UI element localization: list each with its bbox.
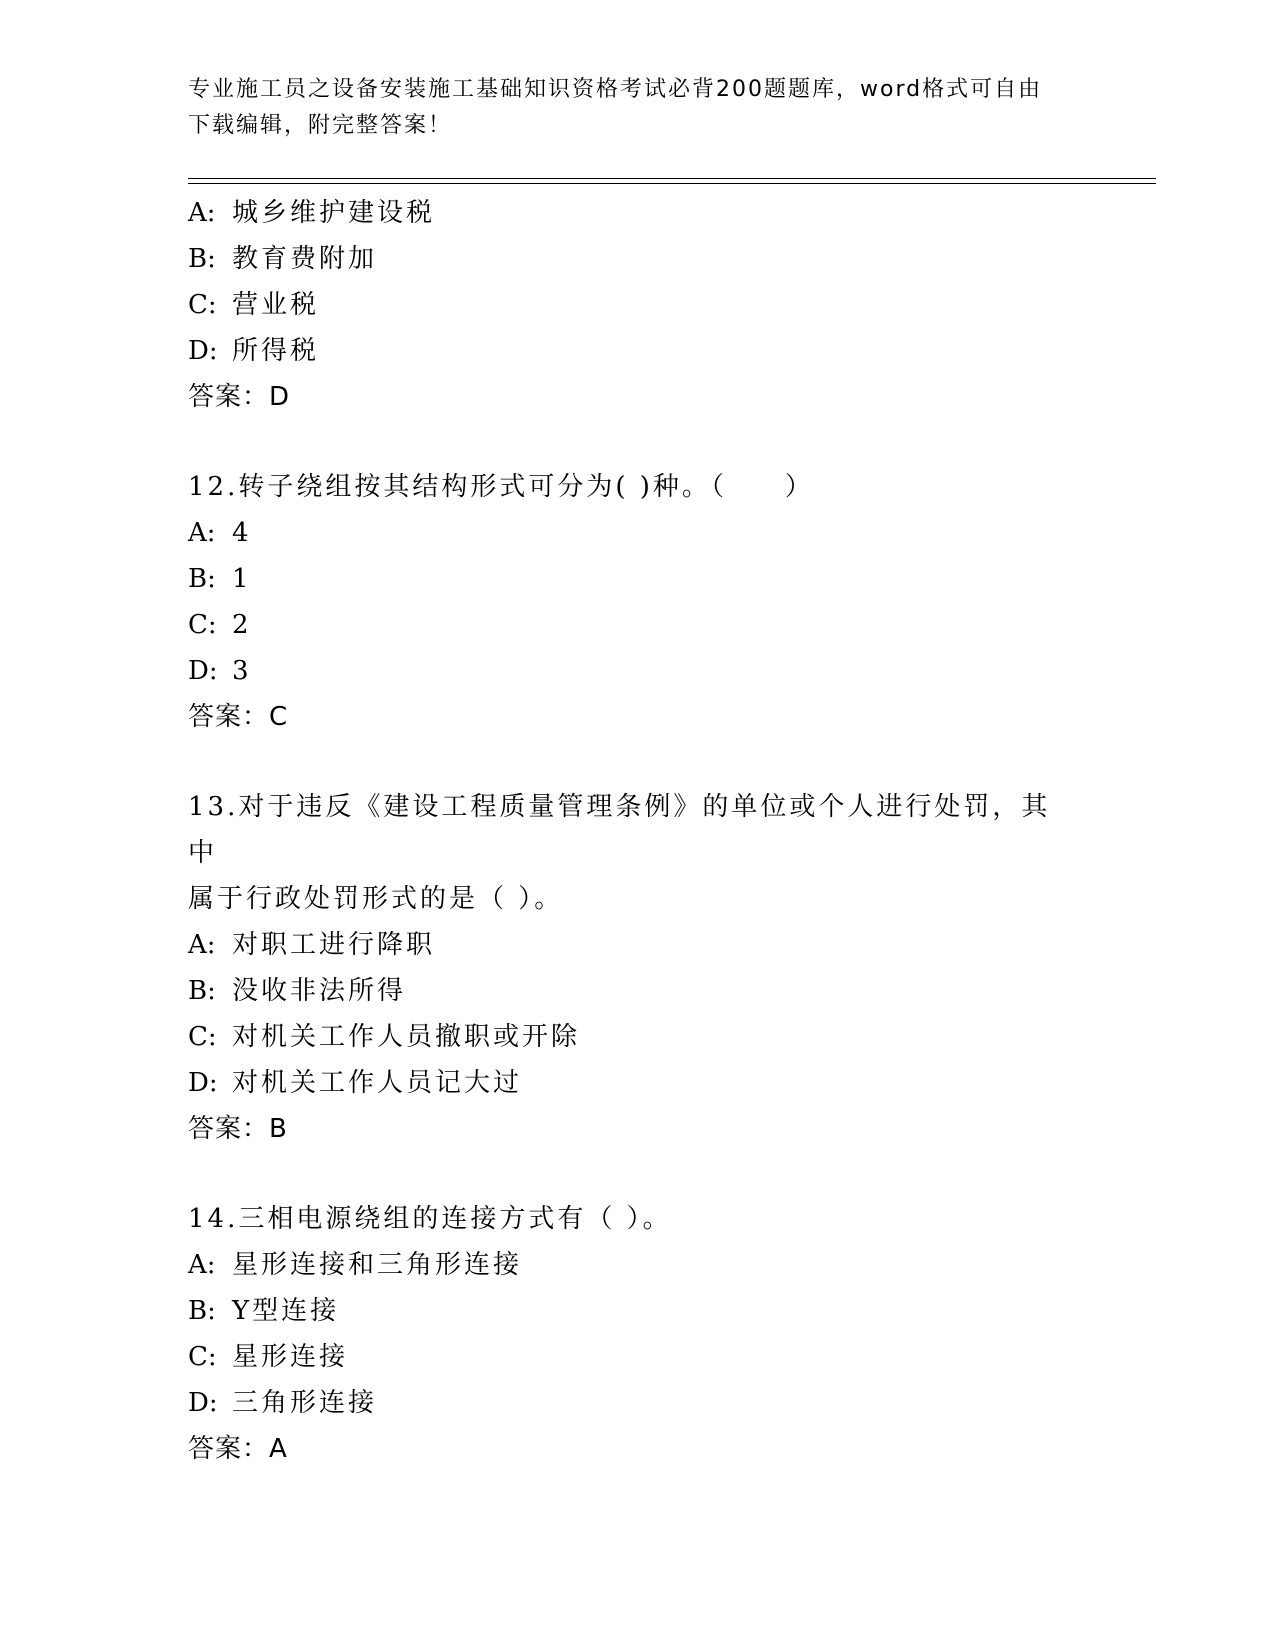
option-text: 对职工进行降职 xyxy=(232,930,436,960)
option-c xyxy=(188,1014,1088,1060)
option-text: 1 xyxy=(232,564,252,594)
option-letter: D: xyxy=(188,1068,218,1098)
question-stem: 14.三相电源绕组的连接方式有（ ）。 xyxy=(188,1204,672,1234)
option-text: 3 xyxy=(232,656,252,686)
option-d xyxy=(188,648,1088,694)
option-text: 4 xyxy=(232,518,252,548)
option-letter: B: xyxy=(188,1296,216,1326)
question-stem: 12.转子绕组按其结构形式可分为( )种。（ ） xyxy=(188,472,814,502)
option-letter: B: xyxy=(188,976,216,1006)
option-letter: C: xyxy=(188,1022,217,1052)
option-letter: C: xyxy=(188,290,217,320)
question-12 xyxy=(188,464,1088,740)
question-stem-line-2: 属于行政处罚形式的是（ ）。 xyxy=(188,884,564,914)
option-letter: A: xyxy=(188,198,216,228)
option-text: 城乡维护建设税 xyxy=(232,198,436,228)
header-divider-bottom xyxy=(188,183,1156,184)
option-b xyxy=(188,1288,1088,1334)
document-header xyxy=(188,72,1088,144)
option-text: 星形连接和三角形连接 xyxy=(232,1250,523,1280)
option-c xyxy=(188,602,1088,648)
header-divider-top xyxy=(188,178,1156,179)
option-letter: A: xyxy=(188,930,216,960)
option-b xyxy=(188,236,1088,282)
answer-line: 答案：A xyxy=(188,1434,288,1464)
answer-line: 答案：D xyxy=(188,382,291,412)
option-b xyxy=(188,968,1088,1014)
option-a xyxy=(188,922,1088,968)
option-text: Y型连接 xyxy=(232,1296,340,1326)
option-letter: B: xyxy=(188,244,216,274)
question-11 xyxy=(188,190,1088,420)
option-b xyxy=(188,556,1088,602)
option-letter: A: xyxy=(188,1250,216,1280)
option-text: 星形连接 xyxy=(232,1342,349,1372)
option-letter: B: xyxy=(188,564,216,594)
question-list xyxy=(188,190,1088,1472)
option-c xyxy=(188,282,1088,328)
option-d xyxy=(188,328,1088,374)
spacer xyxy=(188,740,1088,784)
option-letter: C: xyxy=(188,610,217,640)
option-a xyxy=(188,1242,1088,1288)
spacer xyxy=(188,420,1088,464)
spacer xyxy=(188,1152,1088,1196)
option-a xyxy=(188,510,1088,556)
option-text: 三角形连接 xyxy=(232,1388,378,1418)
option-text: 所得税 xyxy=(232,336,320,366)
header-title-line-2: 下载编辑，附完整答案！ xyxy=(188,113,453,138)
option-text: 对机关工作人员记大过 xyxy=(232,1068,523,1098)
answer-line: 答案：B xyxy=(188,1114,288,1144)
option-letter: C: xyxy=(188,1342,217,1372)
option-text: 没收非法所得 xyxy=(232,976,407,1006)
option-text: 营业税 xyxy=(232,290,320,320)
question-14 xyxy=(188,1196,1088,1472)
option-d xyxy=(188,1380,1088,1426)
answer-line: 答案：C xyxy=(188,702,289,732)
option-letter: D: xyxy=(188,336,218,366)
header-title-line-1: 专业施工员之设备安装施工基础知识资格考试必背200题题库，word格式可自由 xyxy=(188,77,1043,102)
option-text: 教育费附加 xyxy=(232,244,378,274)
option-text: 对机关工作人员撤职或开除 xyxy=(232,1022,581,1052)
option-letter: D: xyxy=(188,1388,218,1418)
question-13 xyxy=(188,784,1088,1152)
option-c xyxy=(188,1334,1088,1380)
option-a xyxy=(188,190,1088,236)
question-stem-line-1: 13.对于违反《建设工程质量管理条例》的单位或个人进行处罚，其中 xyxy=(188,792,1051,868)
option-letter: A: xyxy=(188,518,216,548)
option-d xyxy=(188,1060,1088,1106)
option-letter: D: xyxy=(188,656,218,686)
option-text: 2 xyxy=(232,610,252,640)
